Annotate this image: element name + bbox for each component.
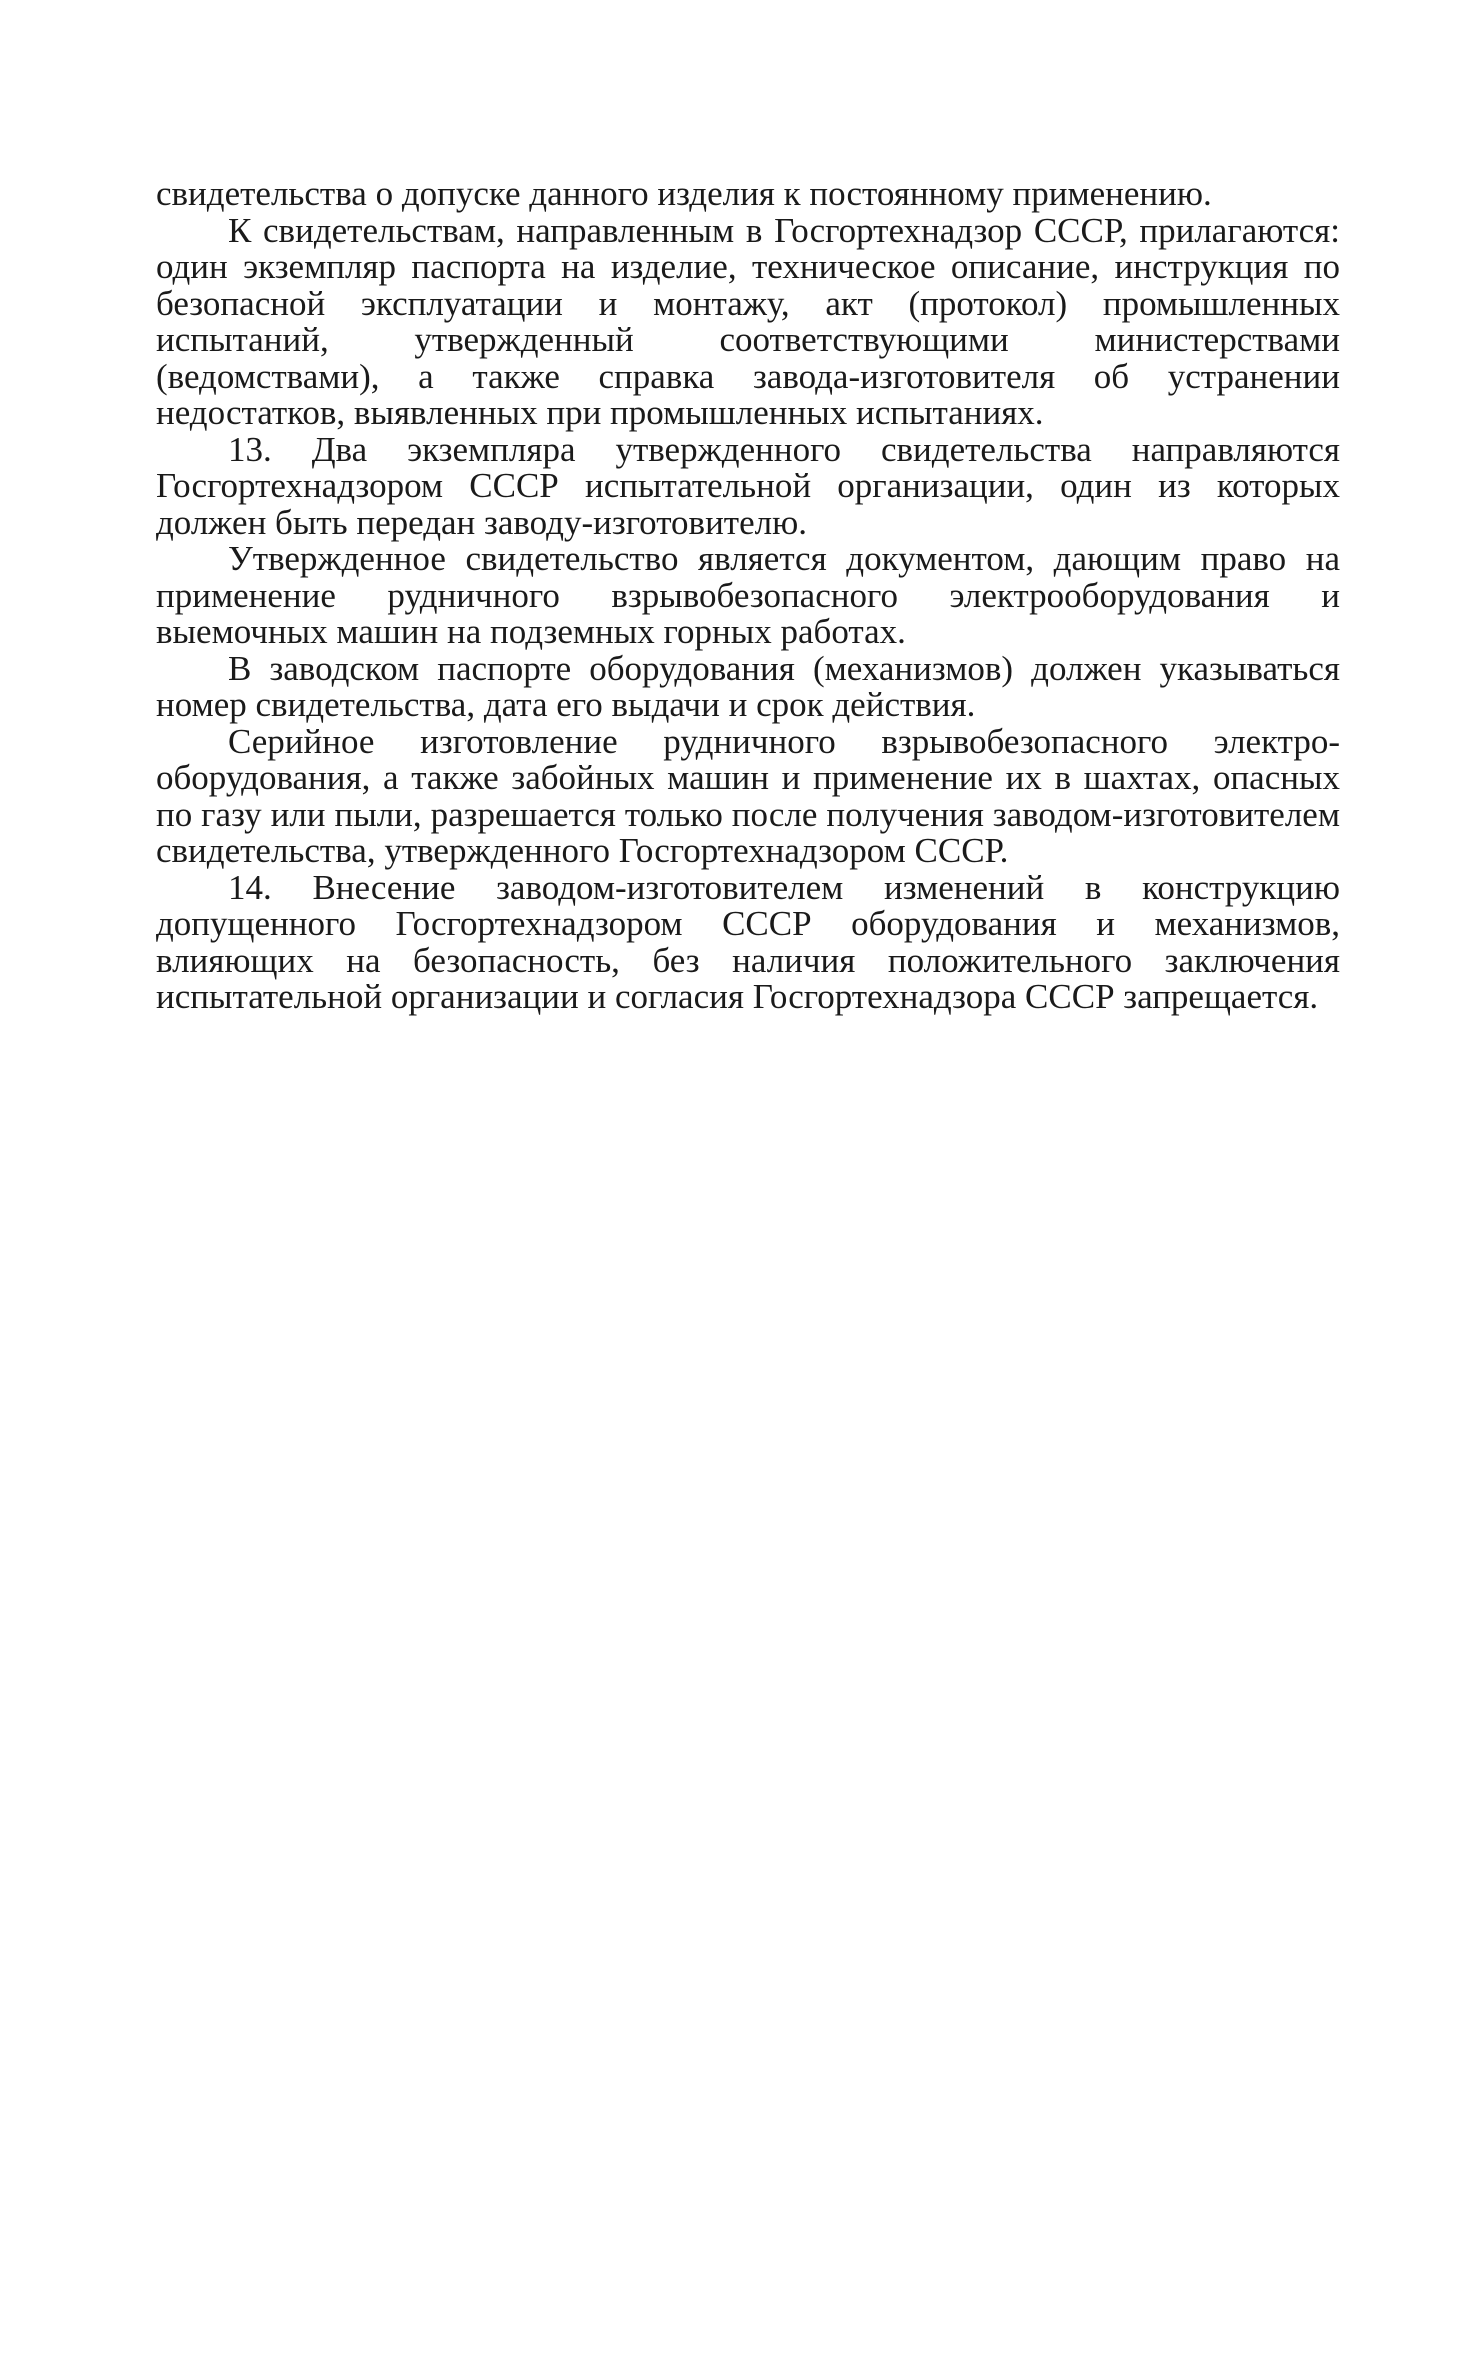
paragraph-item-13: 13. Два экземпляра утвержденного свидетельства направляются Госгортехнадзором СССР испытательной организации, один из которых должен быть передан заводу-изготовителю. [156,429,1340,542]
paragraph-continuation: свидетельства о допуске данного изделия к постоянному применению. [156,174,1212,213]
paragraph-serial-production: Серийное изготовление рудничного взрывобезопасного электрооборудования, а также забойных машин и применение их в шахтах, опасных по газу или пыли, разрешается только после получения заводом-изготовителем свидетельства, утвержденного Госгортехнадзором СССР. [156,721,1340,870]
document-body [156,176,1340,1016]
paragraph-item-14: 14. Внесение заводом-изготовителем изменений в конструкцию допущенного Госгортехнадзором СССР оборудования и механизмов, влияющих на безопасность, без наличия положительного заключения испытательной организации и согласия Госгортехнадзора СССР запрещается. [156,867,1340,1016]
paragraph-attachments: К свидетельствам, направленным в Госгортехнадзор СССР, прилагаются: один экземпляр паспорта на изделие, техническое описание, инструкция по безопасной эксплуатации и монтажу, акт (протокол) промышленных испытаний, утвержденный соответствующими министерствами (ведомствами), а также справка завода-изготовителя об устранении недостатков, выявленных при промышленных испытаниях. [156,210,1340,432]
paragraph-factory-passport: В заводском паспорте оборудования (механизмов) должен указываться номер свидетельства, дата его выдачи и срок действия. [156,648,1340,724]
paragraph-certificate-right: Утвержденное свидетельство является документом, дающим право на применение рудничного взрывобезопасного электрооборудования и выемочных машин на подземных горных работах. [156,539,1340,651]
